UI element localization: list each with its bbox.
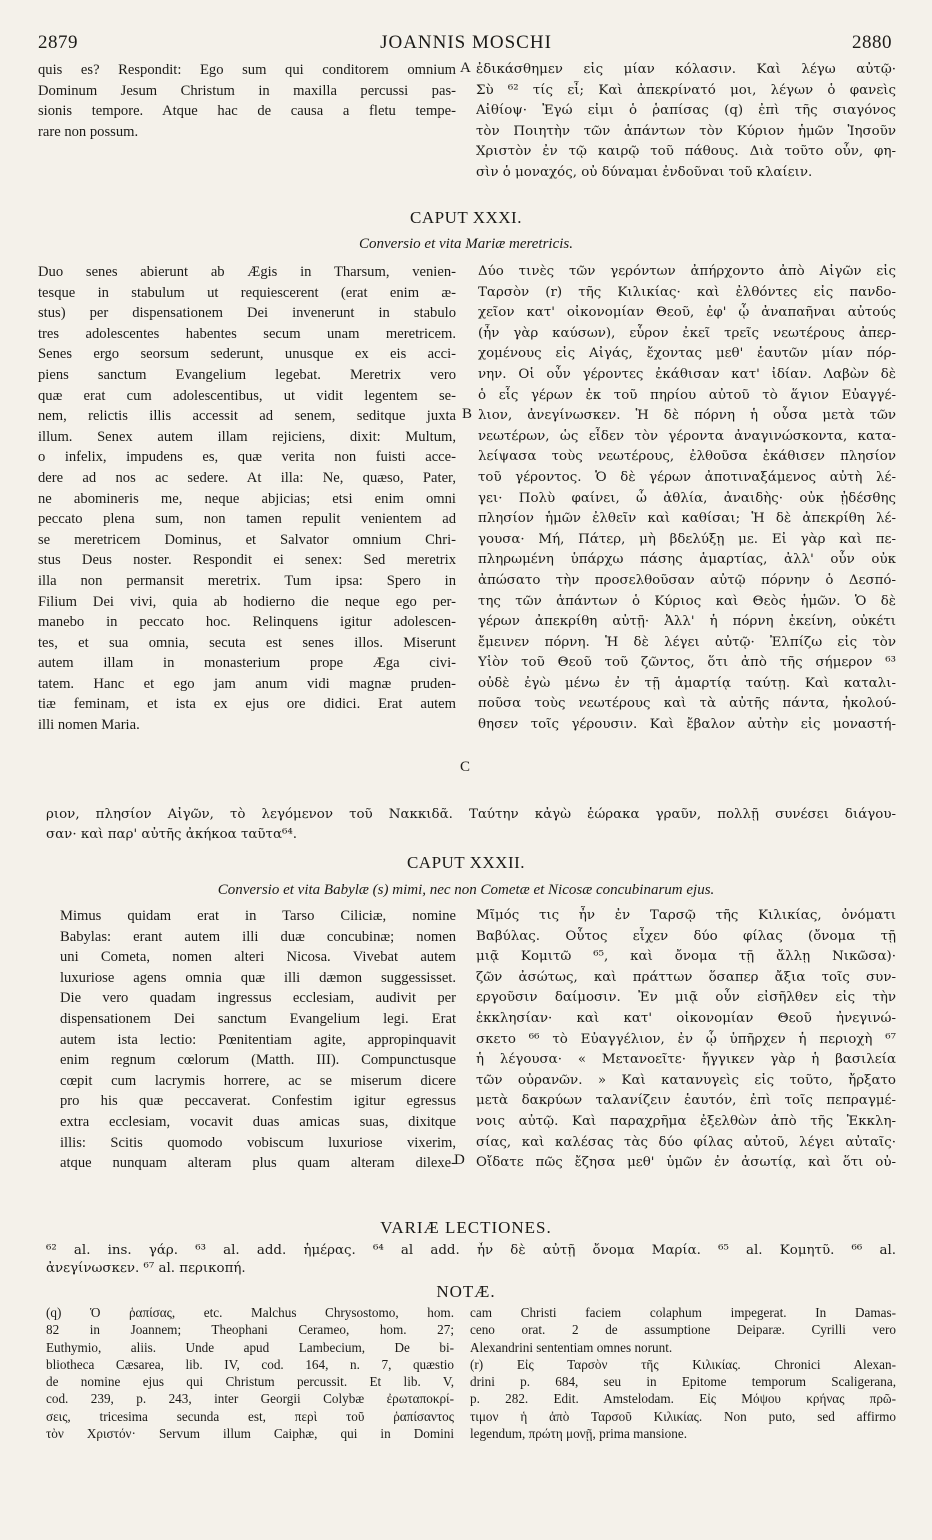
text-line: πλησίον ἡμῶν ἐλθεῖν καὶ καθίσαι; Ἡ δὲ ἀπεκρίθη λέ- bbox=[478, 511, 896, 527]
text-line: nem, relictis illis accessit ad senem, seditque juxta bbox=[38, 408, 456, 425]
text-line: pro his quæ peccaverat. Confestim igitur egressus bbox=[60, 1093, 456, 1110]
text-line: illi nomen Maria. bbox=[38, 717, 140, 734]
note-line: Euthymio, aliis. Unde apud Lambecium, De bi- bbox=[46, 1339, 454, 1355]
chapter-31-subtitle: Conversio et vita Mariæ meretricis. bbox=[359, 236, 573, 252]
text-line: Βαβύλας. Οὗτος εἶχεν δύο φίλας (ὄνομα τῇ bbox=[476, 928, 896, 944]
text-line: dere ad nos ac sedere. At illa: Ne, quæso, Pater, bbox=[38, 469, 456, 486]
chapter-32-subtitle: Conversio et vita Babylæ (s) mimi, nec non Cometæ et Nicosæ concubinarum ejus. bbox=[217, 882, 715, 898]
text-line: Senes ergo seorsum sederunt, unusque ex eis acci- bbox=[38, 346, 456, 363]
margin-marker-d: D bbox=[454, 1152, 465, 1168]
text-line: manebo in peccato hoc. Relinquens igitur adolescen- bbox=[38, 614, 456, 631]
text-line: Μῖμός τις ἦν ἐν Ταρσῷ τῆς Κιλικίας, ὀνόματι bbox=[476, 908, 896, 923]
full-width-line: ριον, πλησίον Αἰγῶν, τὸ λεγόμενον τοῦ Νακκιδᾶ. Ταύτην κἀγὼ ἑώρακα γραῦν, πολλῇ συνέσει διάγου- bbox=[46, 807, 896, 822]
text-line: εργοῦσιν δαίμοσιν. Ἐν μιᾷ οὖν εἰσῆλθεν εἰς τὴν bbox=[476, 990, 896, 1006]
text-line: νεωτέρων, ὡς εἶδεν τὸν γέροντα ἀναγινώσκοντα, κατα- bbox=[478, 428, 896, 444]
text-line: Mimus quidam erat in Tarso Ciliciæ, nomine bbox=[60, 908, 456, 924]
margin-marker-c: C bbox=[460, 759, 471, 775]
text-line: ποῦσα τοὺς νεωτέρους καὶ τὰ αὐτῆς πάντα, ἠκολού- bbox=[478, 696, 896, 712]
text-line: Ταρσὸν (r) τῆς Κιλικίας· καὶ ἐλθόντες εἰς πανδο- bbox=[478, 284, 896, 300]
variant-line: ⁶² al. ins. γάρ. ⁶³ al. add. ἡμέρας. ⁶⁴ al add. ἦν δὲ αὐτῇ ὄνομα Μαρία. ⁶⁵ al. Κομητῦ. ⁶⁶ al. bbox=[46, 1243, 896, 1258]
text-line: tesque in stabulum ut requiescerent (erat enim æ- bbox=[38, 284, 456, 301]
text-line: ζῶν ἀσώτως, καὶ πράττων ὅσαπερ ἄξια τοῖς συν- bbox=[476, 969, 896, 985]
note-line: Alexandrini sententiam omnes norunt. bbox=[470, 1339, 673, 1355]
text-line: autem ista lectio: Pœnitentiam agite, appropinquavit bbox=[60, 1031, 456, 1048]
text-line: o infelix, impudens es, quæ verita non fuisti acce- bbox=[38, 449, 456, 466]
text-line: se meretricem Dominus, et Salvator omnium Chri- bbox=[38, 531, 456, 548]
column-number-left: 2879 bbox=[38, 32, 78, 53]
text-line: μετὰ δακρύων ταλανίζειν ἑαυτόν, ἐπὶ τοῖς πεπραγμέ- bbox=[476, 1093, 896, 1109]
text-line: Σὺ ⁶² τίς εἶ; Καὶ ἀπεκρίνατό μοι, λέγων ὁ φανεὶς bbox=[476, 82, 896, 98]
text-line: tes, et sua omnia, secuta est senes illos. Miserunt bbox=[38, 634, 456, 651]
text-line: peccato plena sum, non tamen repulit venientem ad bbox=[38, 511, 456, 528]
text-line: γουσα· Μή, Πάτερ, μὴ βδελύξῃ με. Εἰ γὰρ καὶ πε- bbox=[478, 531, 896, 547]
text-line: τῶν οὐρανῶν. » Καὶ κατανυγεὶς εἰς τοῦτο, ἤρξατο bbox=[476, 1072, 896, 1088]
text-line: stus Deus noster. Respondit ei senex: Sed meretrix bbox=[38, 552, 456, 569]
text-line: νοις αὐτῷ. Καὶ παραχρῆμα ἐξελθὼν ἀπὸ τῆς Ἐκκλη- bbox=[476, 1113, 896, 1129]
note-line: legendum, πρώτη μονῇ, prima mansione. bbox=[470, 1426, 688, 1442]
note-line: σεις, tricesima secunda est, περὶ τοῦ ῥαπίσαντος bbox=[46, 1408, 454, 1424]
text-line: Αἰθίοψ· Ἐγώ εἰμι ὁ ῥαπίσας (q) ἐπὶ τῆς σιαγόνος bbox=[476, 103, 896, 119]
note-line: ceno orat. 2 de assumptione Deiparæ. Cyrilli vero bbox=[470, 1322, 896, 1338]
text-line: tiæ feminam, et ista ex ejus ore didici. Erat autem bbox=[38, 696, 456, 713]
text-line: λείψασα τοὺς νεωτέρους, ἐλθοῦσα ἐκάθισεν πλησίον bbox=[478, 449, 896, 465]
text-line: μιᾷ Κομιτῶ ⁶⁵, καὶ ὄνομα τῇ ἄλλῃ Νικῶσα)· bbox=[476, 949, 896, 965]
text-line: σίας, καὶ καλέσας τὰς δύο φίλας αὐτοῦ, λέγει αὐταῖς· bbox=[476, 1134, 896, 1150]
text-line: Babylas: erant autem illi duæ concubinæ; nomen bbox=[60, 928, 456, 945]
text-line: ἀπώσατο τὴν προσελθοῦσαν αὐτῷ πόρνην ὁ Δεσπό- bbox=[478, 572, 896, 588]
text-line: enim regnum cœlorum (Matth. III). Compunctusque bbox=[60, 1052, 456, 1069]
note-line: drini p. 684, seu in Epitome temporum Scaligerana, bbox=[470, 1374, 896, 1390]
text-line: autem illam in monasterium prope Æga civi- bbox=[38, 655, 456, 672]
text-line: ne abomineris me, neque abjicias; etsi enim omni bbox=[38, 490, 456, 507]
text-line: τὸν Ποιητὴν τῶν ἁπάντων τὸν Κύριον ἡμῶν Ἰησοῦν bbox=[476, 123, 896, 139]
text-line: χεῖον κατ' οἰκονομίαν Θεοῦ, ἐφ' ᾧ ἀναπαῆναι αὐτούς bbox=[478, 305, 896, 321]
text-line: θησεν τοῖς γέρουσιν. Καὶ ἔβαλον αὐτὴν εἰς μοναστή- bbox=[478, 717, 896, 733]
text-line: ἡ λέγουσα· « Μετανοεῖτε· ἤγγικεν γὰρ ἡ βασιλεία bbox=[476, 1052, 896, 1068]
text-line: Dominum Jesum Christum in maxilla percussi pas- bbox=[38, 82, 456, 99]
text-line: λιον, ἀνεγίνωσκεν. Ἡ δὲ πόρνη ἡ οὖσα μετὰ τῶν bbox=[478, 408, 896, 424]
text-line: Die vero quadam ingressus ecclesiam, audivit per bbox=[60, 990, 456, 1007]
text-line: extra ecclesiam, vocavit duas amicas suas, dixitque bbox=[60, 1113, 456, 1130]
text-line: atque nunquam alteram plus quam alteram dilexe- bbox=[60, 1155, 456, 1172]
variants-block bbox=[46, 1242, 896, 1278]
notes-right-column bbox=[470, 1304, 896, 1442]
note-line: bliotheca Cæsarea, lib. IV, cod. 164, n. 7, quæstio bbox=[46, 1356, 454, 1372]
note-line: cod. 239, p. 243, inter Georgii Colybæ ἐρωταποκρί- bbox=[46, 1391, 454, 1407]
text-line: (ἦν γὰρ καύσων), εὗρον ἐκεῖ τρεῖς νεωτέρους ἀπερ- bbox=[478, 325, 896, 341]
text-line: ὁ εἷς γέρων ἐκ τοῦ πηρίου αὐτοῦ τὸ ἅγιον Εὐαγγέ- bbox=[478, 387, 896, 403]
text-line: ἐκκλησίαν· καὶ κατ' οἰκονομίαν Θεοῦ ἠνεγινώ- bbox=[476, 1010, 896, 1026]
text-line: ἔμεινεν πόρνη. Ἡ δὲ λέγει αὐτῷ· Ἐλπίζω εἰς τὸν bbox=[478, 634, 896, 650]
text-line: Filium Dei vivi, quia ab hodierno die neque ego per- bbox=[38, 593, 456, 610]
note-line: (q) Ὁ ῥαπίσας, etc. Malchus Chrysostomo, hom. bbox=[46, 1305, 454, 1320]
text-line: piens sanctum Evangelium legebat. Meretrix vero bbox=[38, 366, 456, 383]
text-line: rare non possum. bbox=[38, 123, 139, 140]
text-line: quæ erat cum adolescentibus, ut vidit legentem se- bbox=[38, 387, 456, 404]
chapter-31-greek-column bbox=[478, 262, 896, 736]
text-line: ἐδικάσθημεν εἰς μίαν κόλασιν. Καὶ λέγω αὐτῷ· bbox=[476, 62, 896, 77]
chapter-32-title: CAPUT XXXII. bbox=[406, 853, 526, 872]
text-line: illa non permansit meretrix. Tum ipsa: Spero in bbox=[38, 572, 456, 589]
text-line: illum. Senex autem illam rejiciens, dixit: Multum, bbox=[38, 428, 456, 445]
text-line: της τῶν ἁπάντων ὁ Κύριος καὶ Θεὸς ἡμῶν. Ὁ δὲ bbox=[478, 593, 896, 609]
text-line: Οἴδατε πῶς ἔζησα μεθ' ὑμῶν ἐν ἀσωτίᾳ, καὶ ὅτι οὐ- bbox=[476, 1155, 896, 1171]
top-greek-column bbox=[476, 60, 896, 184]
margin-marker-a: A bbox=[460, 60, 471, 76]
chapter-31-title: CAPUT XXXI. bbox=[410, 208, 522, 227]
text-line: quis es? Respondit: Ego sum qui conditorem omnium bbox=[38, 62, 456, 78]
note-line: τιμον ἡ ἀπὸ Ταρσοῦ Κιλικίας. Non puto, sed affirmo bbox=[470, 1408, 896, 1424]
text-line: sionis tempore. Atque hac de causa a fletu tempe- bbox=[38, 103, 456, 120]
notes-left-column bbox=[46, 1304, 454, 1442]
chapter-32-latin-column bbox=[60, 906, 456, 1174]
note-line: τὸν Χριστόν· Servum illum Caiphæ, qui in Domini bbox=[46, 1426, 454, 1442]
text-line: γέρων ἀπεκρίθη αὐτῇ· Ἀλλ' ἡ πόρνη ἐκείνη, οὐκέτι bbox=[478, 614, 896, 630]
note-line: (r) Εἰς Ταρσὸν τῆς Κιλικίας. Chronici Alexan- bbox=[470, 1356, 896, 1372]
note-line: de nomine ejus qui Christum percussit. Et lib. V, bbox=[46, 1374, 454, 1390]
text-line: οὐδὲ ἐγὼ μένω ἐν τῇ ἁμαρτίᾳ ταύτῃ. Καὶ καταλι- bbox=[478, 675, 896, 691]
full-width-line: σαν· καὶ παρ' αὐτῆς ἀκήκοα ταῦτα⁶⁴. bbox=[46, 827, 297, 842]
text-line: τοῦ γέροντος. Ὁ δὲ γέρων ἀποτιναξάμενος αὐτὴ λέ- bbox=[478, 469, 896, 485]
text-line: Δύο τινὲς τῶν γερόντων ἀπήρχοντο ἀπὸ Αἰγῶν εἰς bbox=[478, 264, 896, 279]
variant-line: ἀνεγίνωσκεν. ⁶⁷ al. περικοπή. bbox=[46, 1261, 246, 1276]
running-title: JOANNIS MOSCHI bbox=[380, 32, 552, 53]
text-line: πληρωμένη ὑπάρχω πάσης ἁμαρτίας, ἀλλ' οὖν οὐκ bbox=[478, 552, 896, 568]
text-line: Υἱὸν τοῦ Θεοῦ τοῦ ζῶντος, ὅτι ἀπὸ τῆς σήμερον ⁶³ bbox=[478, 655, 896, 671]
text-line: tatem. Hanc et ego jam anum vidi magnæ pruden- bbox=[38, 675, 456, 692]
text-line: σὶν ὁ μοναχός, οὐ δύναμαι ἐνδοῦναι τοῦ κλαίειν. bbox=[476, 164, 813, 180]
text-line: Duo senes abierunt ab Ægis in Tharsum, venien- bbox=[38, 264, 456, 280]
text-line: Χριστὸν ἐν τῷ καιρῷ τοῦ πάθους. Διὰ τοῦτο οὖν, φη- bbox=[476, 144, 896, 160]
text-line: tres adolescentes habentes secum unam meretricem. bbox=[38, 325, 456, 342]
column-number-right: 2880 bbox=[852, 32, 892, 53]
text-line: uni Cometa, nomen alteri Nicosa. Vivebat autem bbox=[60, 949, 456, 966]
variants-title: VARIÆ LECTIONES. bbox=[380, 1218, 552, 1237]
note-line: p. 282. Edit. Amstelodam. Εἰς Μόψου κρήνας πρῶ- bbox=[470, 1391, 896, 1407]
text-line: dispensationem Dei sanctum Evangelium legi. Erat bbox=[60, 1010, 456, 1027]
text-line: γει· Πολὺ φαίνει, ὦ ἀθλία, ἀναιδὴς· οὐκ ᾐδέσθης bbox=[478, 490, 896, 506]
text-line: σκετο ⁶⁶ τὸ Εὐαγγέλιον, ἐν ᾧ ὑπῆρχεν ἡ περιοχὴ ⁶⁷ bbox=[476, 1031, 896, 1047]
text-line: cœpit cum lacrymis horrere, ac se miserum dicere bbox=[60, 1072, 456, 1089]
note-line: 82 in Joannem; Theophani Cerameo, hom. 27; bbox=[46, 1322, 454, 1338]
note-line: cam Christi faciem colaphum impegerat. In Damas- bbox=[470, 1305, 896, 1320]
text-line: stus) per dispensationem Dei invenerunt in stabulo bbox=[38, 305, 456, 322]
text-line: νην. Οἱ οὖν γέροντες ἐκάθισαν κατ' ἰδίαν. Λαβὼν δὲ bbox=[478, 366, 896, 382]
chapter-31-latin-column bbox=[38, 262, 456, 736]
text-line: illis: Scitis quomodo vobiscum luxuriose vixerim, bbox=[60, 1134, 456, 1151]
chapter-32-greek-column bbox=[476, 906, 896, 1174]
margin-marker-b: B bbox=[462, 406, 473, 422]
top-latin-column bbox=[38, 60, 456, 142]
text-line: χομένους εἰς Αἰγάς, ἔχοντας μεθ' ἑαυτῶν μίαν πόρ- bbox=[478, 346, 896, 362]
text-line: luxuriose agens omnia quæ illi dæmon suggessisset. bbox=[60, 969, 456, 986]
notes-title: NOTÆ. bbox=[436, 1282, 496, 1301]
